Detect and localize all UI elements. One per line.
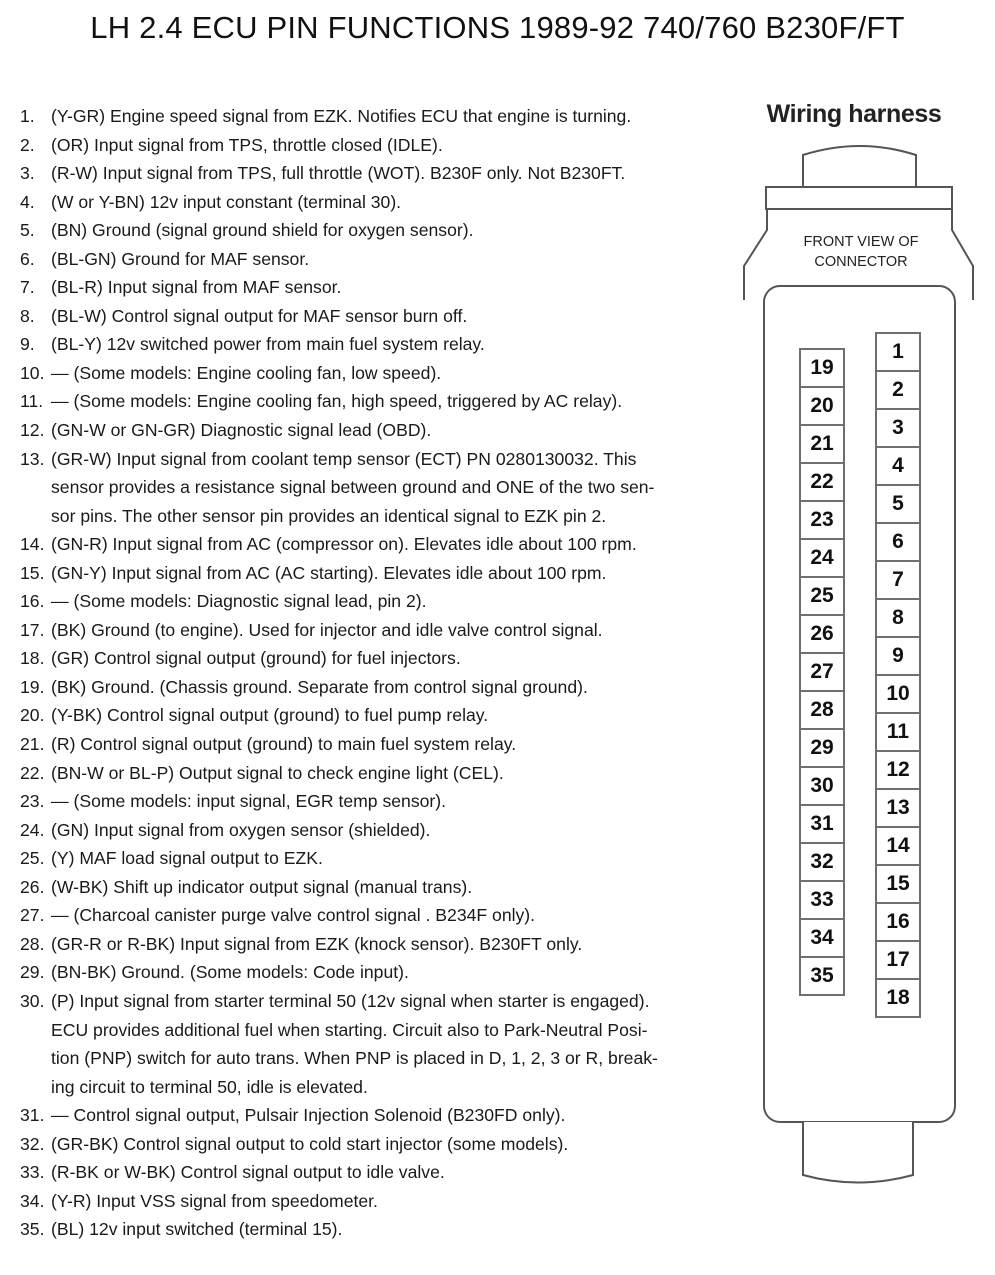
pin-description: (GN-R) Input signal from AC (compressor on). Elevates idle about 100 rpm.	[51, 534, 637, 555]
connector-pin: 20	[799, 386, 845, 426]
pin-number: 24.	[20, 819, 45, 840]
connector-pin: 7	[875, 560, 921, 600]
connector-pin: 16	[875, 902, 921, 942]
connector-pin: 11	[875, 712, 921, 752]
pin-number: 27.	[20, 905, 45, 926]
pin-number: 28.	[20, 933, 45, 954]
pin-description: (R-BK or W-BK) Control signal output to idle valve.	[51, 1162, 445, 1183]
connector-pin: 15	[875, 864, 921, 904]
pin-number: 32.	[20, 1133, 45, 1154]
pin-number: 21.	[20, 734, 45, 755]
connector-pin: 28	[799, 690, 845, 730]
pin-number: 26.	[20, 876, 45, 897]
connector-pin: 12	[875, 750, 921, 790]
pin-number: 15.	[20, 562, 45, 583]
connector-pin: 31	[799, 804, 845, 844]
pin-description: (BK) Ground. (Chassis ground. Separate from control signal ground).	[51, 676, 588, 697]
connector-pin: 24	[799, 538, 845, 578]
pin-description: (BL) 12v input switched (terminal 15).	[51, 1219, 343, 1240]
page-title: LH 2.4 ECU PIN FUNCTIONS 1989-92 740/760 B230F/FT	[90, 10, 905, 45]
connector-pin-column-right	[875, 334, 921, 1018]
connector-pin: 1	[875, 332, 921, 372]
pin-number: 19.	[20, 676, 45, 697]
pin-number: 20.	[20, 705, 45, 726]
pin-number: 3.	[20, 163, 35, 184]
pin-number: 17.	[20, 619, 45, 640]
connector-pin: 25	[799, 576, 845, 616]
pin-description: — (Some models: Engine cooling fan, high speed, triggered by AC relay).	[51, 391, 623, 412]
connector-pin: 26	[799, 614, 845, 654]
pin-description: (R-W) Input signal from TPS, full throttle (WOT). B230F only. Not B230FT.	[51, 163, 626, 184]
connector-pin: 13	[875, 788, 921, 828]
connector-pin: 10	[875, 674, 921, 714]
pin-description: (R) Control signal output (ground) to main fuel system relay.	[51, 734, 517, 755]
pin-description: — (Some models: Engine cooling fan, low speed).	[51, 362, 442, 383]
pin-number: 7.	[20, 277, 35, 298]
pin-description: (W or Y-BN) 12v input constant (terminal 30).	[51, 191, 402, 212]
wiring-harness-title: Wiring harness	[766, 100, 942, 128]
pin-number: 4.	[20, 191, 35, 212]
pin-number: 9.	[20, 334, 35, 355]
pin-number: 8.	[20, 305, 35, 326]
connector-pin: 21	[799, 424, 845, 464]
pin-number: 29.	[20, 962, 45, 983]
pin-number: 23.	[20, 791, 45, 812]
pin-number: 34.	[20, 1190, 45, 1211]
pin-number: 16.	[20, 591, 45, 612]
connector-body	[764, 286, 955, 1122]
connector-pin: 6	[875, 522, 921, 562]
pin-number: 31.	[20, 1105, 45, 1126]
pin-number: 30.	[20, 990, 45, 1011]
pin-number: 13.	[20, 448, 45, 469]
pin-description: (GR-R or R-BK) Input signal from EZK (knock sensor). B230FT only.	[51, 933, 583, 954]
pin-description: (GN-Y) Input signal from AC (AC starting). Elevates idle about 100 rpm.	[51, 562, 607, 583]
pin-description: (Y) MAF load signal output to EZK.	[51, 848, 323, 869]
pin-number: 2.	[20, 134, 35, 155]
pin-description: (P) Input signal from starter terminal 50 (12v signal when starter is engaged). ECU provides additional fuel when starting. Circuit also to Park-Neutral Posi- tion (PNP) switch for auto trans. When PNP is placed in D, 1, 2, 3 or R, break- ing circuit to terminal 50, idle is elevated.	[51, 990, 658, 1097]
pin-description: (GR) Control signal output (ground) for fuel injectors.	[51, 648, 461, 669]
pin-description: (BL-Y) 12v switched power from main fuel system relay.	[51, 334, 485, 355]
pin-number: 6.	[20, 248, 35, 269]
pin-description: — (Some models: Diagnostic signal lead, pin 2).	[51, 591, 427, 612]
connector-pin: 18	[875, 978, 921, 1018]
connector-pin: 23	[799, 500, 845, 540]
pin-description: (Y-GR) Engine speed signal from EZK. Notifies ECU that engine is turning.	[51, 106, 632, 126]
connector-pin: 22	[799, 462, 845, 502]
pin-description: — Control signal output, Pulsair Injection Solenoid (B230FD only).	[51, 1105, 566, 1126]
pin-number: 25.	[20, 848, 45, 869]
pin-description: (BL-GN) Ground for MAF sensor.	[51, 248, 310, 269]
pin-description: (BN-BK) Ground. (Some models: Code input).	[51, 962, 409, 983]
pin-number: 18.	[20, 648, 45, 669]
connector-pin: 14	[875, 826, 921, 866]
connector-pin: 3	[875, 408, 921, 448]
pin-description: (BN) Ground (signal ground shield for oxygen sensor).	[51, 220, 474, 241]
pin-number: 5.	[20, 220, 35, 241]
pin-description: (BK) Ground (to engine). Used for injector and idle valve control signal.	[51, 619, 603, 640]
connector-pin: 8	[875, 598, 921, 638]
pin-number: 14.	[20, 534, 45, 555]
connector-flange	[766, 187, 952, 209]
connector-pin: 34	[799, 918, 845, 958]
pin-number: 11.	[20, 391, 44, 412]
pin-description: (BL-W) Control signal output for MAF sensor burn off.	[51, 305, 468, 326]
pin-number: 22.	[20, 762, 45, 783]
connector-pin: 29	[799, 728, 845, 768]
connector-pin: 4	[875, 446, 921, 486]
pin-number: 1.	[20, 106, 35, 126]
connector-pin: 9	[875, 636, 921, 676]
pin-description: (Y-BK) Control signal output (ground) to fuel pump relay.	[51, 705, 489, 726]
connector-pin: 5	[875, 484, 921, 524]
pin-description: (GR-W) Input signal from coolant temp sensor (ECT) PN 0280130032. This sensor provides a resistance signal between ground and ONE of the two sen- sor pins. The other sensor pin provides an identical signal to EZK pin 2.	[51, 448, 655, 526]
connector-pin: 17	[875, 940, 921, 980]
pin-description: (BL-R) Input signal from MAF sensor.	[51, 277, 342, 298]
front-view-line-1: FRONT VIEW OF	[803, 234, 919, 250]
connector-cap	[803, 146, 916, 187]
connector-tail	[803, 1122, 913, 1183]
connector-pin: 27	[799, 652, 845, 692]
pin-number: 33.	[20, 1162, 45, 1183]
connector-pin: 30	[799, 766, 845, 806]
pin-description: (GR-BK) Control signal output to cold start injector (some models).	[51, 1133, 569, 1154]
pin-description: (W-BK) Shift up indicator output signal (manual trans).	[51, 876, 473, 897]
front-view-line-2: CONNECTOR	[814, 254, 908, 270]
connector-pin: 32	[799, 842, 845, 882]
pin-description: (BN-W or BL-P) Output signal to check engine light (CEL).	[51, 762, 504, 783]
front-view-label	[760, 232, 962, 272]
pin-number: 35.	[20, 1219, 45, 1240]
pin-description: (GN) Input signal from oxygen sensor (shielded).	[51, 819, 431, 840]
connector-pin: 35	[799, 956, 845, 996]
pin-description: (GN-W or GN-GR) Diagnostic signal lead (OBD).	[51, 420, 432, 441]
connector-pin: 19	[799, 348, 845, 388]
pin-description: — (Some models: input signal, EGR temp sensor).	[51, 791, 447, 812]
pin-description: (Y-R) Input VSS signal from speedometer.	[51, 1190, 378, 1211]
pin-number: 12.	[20, 420, 45, 441]
pin-description: (OR) Input signal from TPS, throttle closed (IDLE).	[51, 134, 443, 155]
pin-description: — (Charcoal canister purge valve control signal . B234F only).	[51, 905, 536, 926]
pin-number: 10.	[20, 362, 45, 383]
connector-pin: 2	[875, 370, 921, 410]
connector-pin-column-left	[799, 350, 845, 996]
connector-pin: 33	[799, 880, 845, 920]
